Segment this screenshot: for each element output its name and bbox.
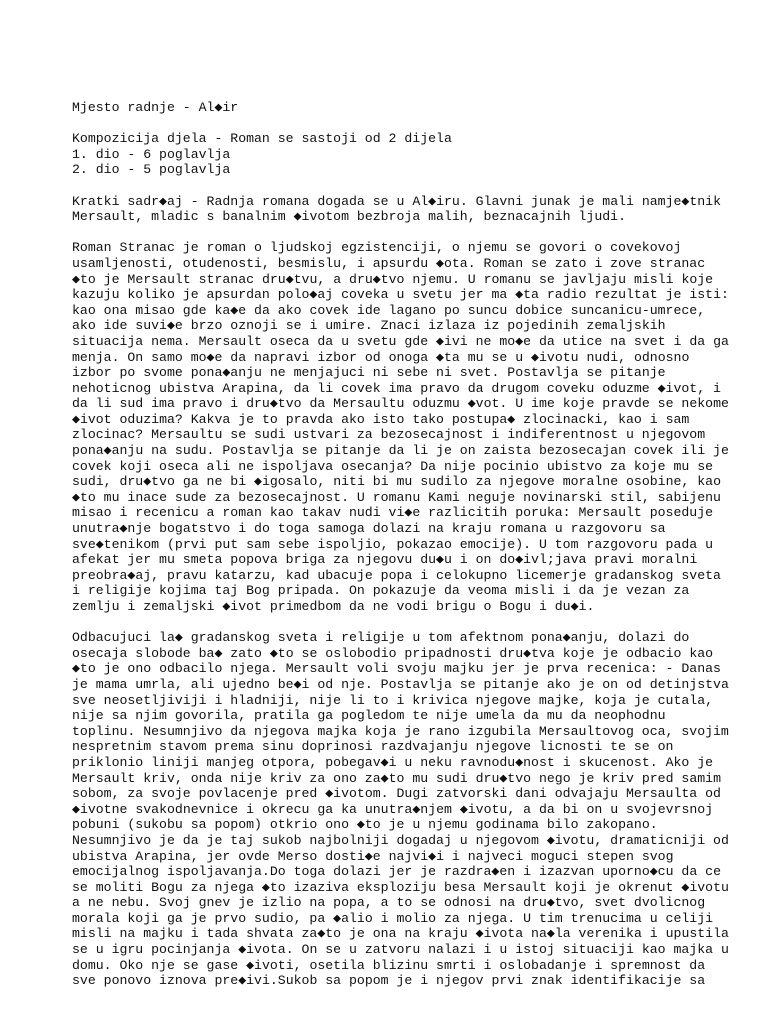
text-line: covek koji oseca ali ne ispoljava osecanja? Da nije pocinio ubistvo za koje mu se: [72, 458, 714, 474]
summary-block: [72, 193, 722, 225]
text-line: zlocinac? Mersaultu se sudi ustvari za bezosecajnost i indiferentnost u njegovom: [72, 427, 706, 443]
text-line: a ne nebu. Svoj gnev je izlio na popa, a to se odnosi na dru◆tvo, svet dvolicnog: [72, 895, 706, 911]
text-line: Odbacujuci la◆ gradanskog sveta i religije u tom afektnom pona◆anju, dolazi do: [72, 630, 690, 646]
text-line: i religije kojima taj Bog pripada. On pokazuje da veoma misli i da je vezan za: [72, 583, 690, 599]
text-line: sve ponovo iznova pre◆ivi.Sukob sa popom je i njegov prvi znak identifikacije sa: [72, 973, 706, 989]
text-line: 2. dio - 5 poglavlja: [72, 162, 231, 178]
text-line: unutra◆nje bogatstvo i do toga samoga dolazi na kraju romana u razgovoru sa: [72, 521, 666, 537]
text-line: afekat jer mu smeta popova briga za njegovu du◆u i on do◆ivl;java pravi moralni: [72, 552, 698, 568]
text-line: ◆ivotne svakodnevnice i okrecu ga ka unutra◆njem ◆ivotu, a da bi on u svojevrsnoj: [72, 801, 714, 817]
text-line: preobra◆aj, pravu katarzu, kad ubacuje popa i celokupno licemerje gradanskog sveta: [72, 567, 721, 583]
text-line: sve◆tenikom (prvi put sam sebe ispoljio, pokazao emocije). U tom razgovoru pada u: [72, 536, 714, 552]
text-line: Kompozicija djela - Roman se sastoji od 2 dijela: [72, 131, 452, 147]
text-line: nespretnim stavom prema sinu doprinosi razdvajanju njegove licnosti te se on: [72, 739, 674, 755]
text-line: pobuni (sukobu sa popom) otkrio ono ◆to je u njemu godinama bilo zakopano.: [72, 817, 658, 833]
text-line: nije sa njim govorila, pratila ga pogledom te nije umela da mu da neophodnu: [72, 708, 666, 724]
paragraph-1: [72, 240, 729, 614]
text-line: usamljenosti, otudenosti, besmislu, i apsurdu ◆ota. Roman se zato i zove stranac: [72, 255, 706, 271]
text-line: morala koji ga je prvo sudio, pa ◆alio i molio za njega. U tim trenucima u celiji: [72, 910, 714, 926]
text-line: ◆to je ono odbacilo njega. Mersault voli svoju majku jer je prva recenica: - Danas: [72, 661, 721, 677]
text-line: priklonio liniji manjeg otpora, pobegav◆i u neku ravnodu◆nost i skucenost. Ako je: [72, 754, 714, 770]
paragraph-2: [72, 630, 729, 989]
setting-heading-block: [72, 100, 712, 116]
text-line: je mama umrla, ali ujedno be◆i od nje. Postavlja se pitanje ako je on od detinjstva: [72, 676, 729, 692]
text-line: 1. dio - 6 poglavlja: [72, 146, 231, 162]
text-line: Kratki sadr◆aj - Radnja romana dogada se u Al◆iru. Glavni junak je mali namje◆tnik: [72, 193, 722, 209]
text-line: Mersault, mladic s banalnim ◆ivotom bezbroja malih, beznacajnih ljudi.: [72, 209, 626, 225]
text-line: Mersault kriv, onda nije kriv za ono za◆to mu sudi dru◆tvo nego je kriv pred samim: [72, 770, 721, 786]
text-line: ◆to mu inace sude za bezosecajnost. U romanu Kami neguje novinarski stil, sabijenu: [72, 489, 721, 505]
text-line: pona◆anju na sudu. Postavlja se pitanje da li je on zaista bezosecajan covek ili je: [72, 443, 729, 459]
text-line: emocijalnog ispoljavanja.Do toga dolazi jer je razdra◆en i izazvan uporno◆cu da ce: [72, 864, 721, 880]
text-line: situacija nema. Mersault oseca da u svetu gde ◆ivi ne mo◆e da utice na svet i da ga: [72, 333, 729, 349]
text-line: misao i recenicu a roman kao takav nudi vi◆e razlicitih poruka: Mersault poseduje: [72, 505, 714, 521]
text-line: sudi, dru◆tvo ga ne bi ◆igosalo, niti bi mu sudilo za njegove moralne osobine, kao: [72, 474, 721, 490]
text-line: ako ide suvi◆e brzo oznoji se i umire. Znaci izlaza iz pojedinih zemaljskih: [72, 318, 666, 334]
text-line: da li sud ima pravo i dru◆tvo da Mersaultu oduzmu ◆vot. U ime koje pravde se nekome: [72, 396, 729, 412]
text-line: zemlju i zemaljski ◆ivot primedbom da ne vodi brigu o Bogu i du◆i.: [72, 599, 595, 614]
text-line: domu. Oko nje se gase ◆ivoti, osetila blizinu smrti i oslobadanje i spremnost da: [72, 957, 706, 973]
text-line: Roman Stranac je roman o ljudskoj egzistenciji, o njemu se govori o covekovoj: [72, 240, 682, 256]
text-line: se moliti Bogu za njega ◆to izaziva eksploziju besa Mersault koji je okrenut ◆ivotu: [72, 879, 729, 895]
setting-heading: Mjesto radnje - Al◆ir: [72, 100, 239, 115]
text-line: toplinu. Nesumnjivo da njegova majka koja je rano izgubila Mersaultovog oca, svojim: [72, 723, 729, 739]
text-line: misli na majku i tada shvata za◆to je ona na kraju ◆ivota na◆la verenika i upustila: [72, 926, 729, 942]
text-line: menja. On samo mo◆e da napravi izbor od onoga ◆ta mu se u ◆ivotu nudi, odnosno: [72, 349, 690, 365]
text-line: kao ona misao gde ka◆e da ako covek ide lagano po suncu dobice suncanicu-umrece,: [72, 302, 706, 318]
text-line: izbor po svome pona◆anju ne menjajuci ni sebe ni svet. Postavlja se pitanje: [72, 365, 666, 381]
text-line: se u igru pocinjanja ◆ivota. On se u zatvoru nalazi i u istoj situaciji kao majka u: [72, 942, 729, 958]
text-line: Nesumnjivo je da je taj sukob najbolniji dogadaj u njegovom ◆ivotu, dramaticniji od: [72, 832, 729, 848]
composition-block: [72, 131, 712, 178]
text-line: osecaja slobode ba◆ zato ◆to se oslobodio pripadnosti dru◆tva koje je odbacio kao: [72, 645, 714, 661]
text-line: ◆ivot oduzima? Kakva je to pravda ako isto tako postupa◆ zlocinacki, kao i sam: [72, 411, 690, 427]
text-line: ◆to je Mersault stranac dru◆tvu, a dru◆tvo njemu. U romanu se javljaju misli koje: [72, 271, 714, 287]
text-line: kazuju koliko je apsurdan polo◆aj coveka u svetu jer ma ◆ta radio rezultat je isti:: [72, 287, 729, 303]
text-line: sve neosetljiviji i hladniji, nije li to i krivica njegove majke, koja je cutala,: [72, 692, 714, 708]
text-line: nehoticnog ubistva Arapina, da li covek ima pravo da drugom coveku oduzme ◆ivot, i: [72, 380, 721, 396]
text-line: ubistva Arapina, jer ovde Merso dosti◆e najvi◆i i najveci moguci stepen svog: [72, 848, 674, 864]
text-line: sobom, za svoje povlacenje pred ◆ivotom. Dugi zatvorski dani odvajaju Mersaulta od: [72, 786, 721, 802]
document-page: [72, 100, 729, 1004]
